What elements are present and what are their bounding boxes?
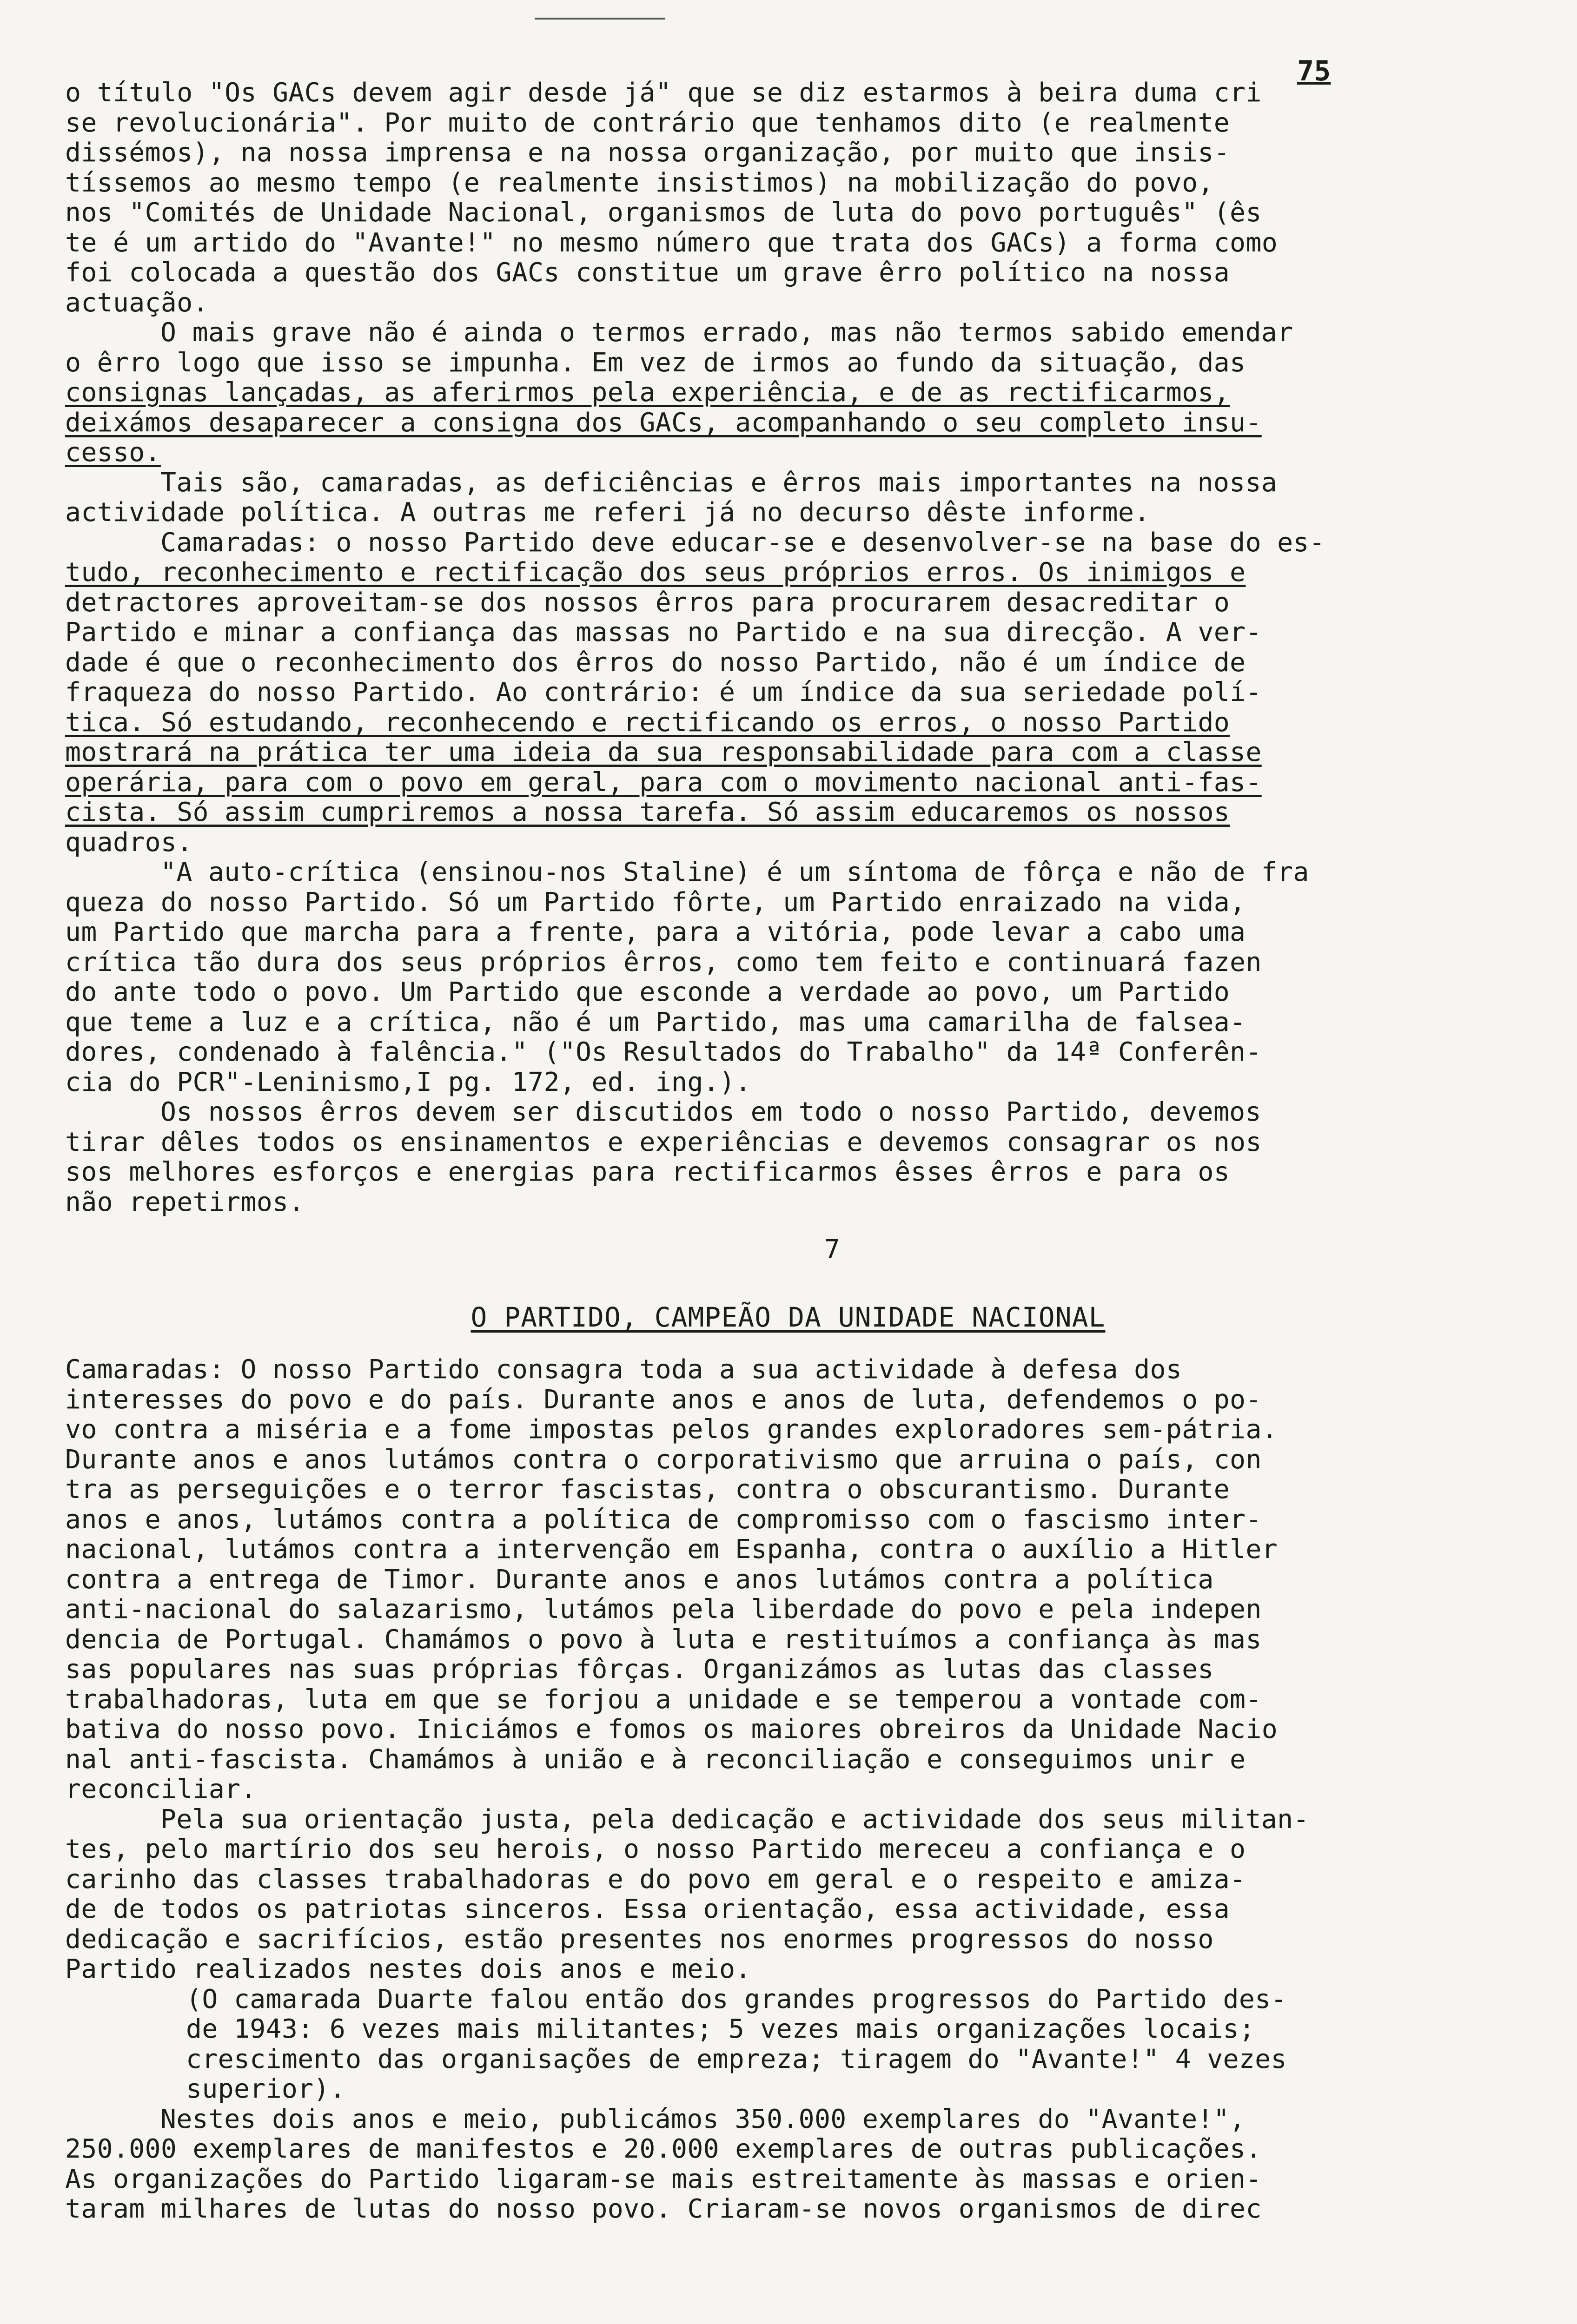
- text-line-underlined: tudo, reconhecimento e rectificação dos seus próprios erros. Os inimigos e: [65, 557, 1246, 588]
- text-line: anos e anos, lutámos contra a política de compromisso com o fascismo inter-: [65, 1504, 1262, 1535]
- text-line: tra as perseguições e o terror fascistas, contra o obscurantismo. Durante: [65, 1474, 1230, 1505]
- text-line: actuação.: [65, 287, 209, 318]
- text-line-underlined: cesso.: [65, 437, 161, 468]
- text-line: Partido realizados nestes dois anos e meio.: [65, 1954, 751, 1984]
- text-line: detractores aproveitam-se dos nossos êrros para procurarem desacreditar o: [65, 587, 1230, 618]
- paragraph: [65, 1097, 1511, 1217]
- text-line: tirar dêles todos os ensinamentos e experiências e devemos consagrar os nos: [65, 1127, 1262, 1157]
- text-line-underlined: mostrará na prática ter uma ideia da sua responsabilidade para com a classe: [65, 737, 1262, 767]
- paragraph: [65, 318, 1511, 468]
- text-line: contra a entrega de Timor. Durante anos e anos lutámos contra a política: [65, 1564, 1214, 1595]
- top-edge-mark: [535, 18, 665, 20]
- text-line: Camaradas: o nosso Partido deve educar-se e desenvolver-se na base do es-: [160, 527, 1325, 558]
- text-line: Durante anos e anos lutámos contra o corporativismo que arruina o país, con: [65, 1444, 1262, 1475]
- text-line-underlined: operária, para com o povo em geral, para com o movimento nacional anti-fas-: [65, 767, 1262, 798]
- text-line: reconciliar.: [65, 1774, 257, 1804]
- text-line: fraqueza do nosso Partido. Ao contrário: é um índice da sua seriedade polí-: [65, 677, 1262, 707]
- text-line-underlined: deixámos desaparecer a consigna dos GACs, acompanhando o seu completo insu-: [65, 407, 1262, 438]
- text-line-underlined: cista. Só assim cumpriremos a nossa tarefa. Só assim educaremos os nossos: [65, 797, 1230, 827]
- text-line: não repetirmos.: [65, 1187, 305, 1217]
- text-line: cia do PCR"-Leninismo,I pg. 172, ed. ing.).: [65, 1067, 751, 1097]
- text-line: As organizações do Partido ligaram-se mais estreitamente às massas e orien-: [65, 2164, 1262, 2194]
- text-line: que teme a luz e a crítica, não é um Partido, mas uma camarilha de falsea-: [65, 1007, 1246, 1037]
- text-line: Nestes dois anos e meio, publicámos 350.000 exemplares do "Avante!",: [160, 2104, 1246, 2134]
- text-line: nos "Comités de Unidade Nacional, organismos de luta do povo português" (ês: [65, 198, 1262, 228]
- text-line: 250.000 exemplares de manifestos e 20.000 exemplares de outras publicações.: [65, 2134, 1262, 2164]
- text-line: Partido e minar a confiança das massas no Partido e na sua direcção. A ver-: [65, 617, 1262, 647]
- text-line: taram milhares de lutas do nosso povo. Criaram-se novos organismos de direc: [65, 2194, 1262, 2224]
- text-line: anti-nacional do salazarismo, lutámos pela liberdade do povo e pela indepen: [65, 1594, 1262, 1624]
- text-line: um Partido que marcha para a frente, para a vitória, pode levar a cabo uma: [65, 917, 1246, 947]
- parenthetical-note: [65, 1985, 1511, 2105]
- text-line: dencia de Portugal. Chamámos o povo à luta e restituímos a confiança às mas: [65, 1624, 1262, 1655]
- text-line: tíssemos ao mesmo tempo (e realmente insistimos) na mobilização do povo,: [65, 167, 1214, 198]
- text-line: bativa do nosso povo. Iniciámos e fomos os maiores obreiros da Unidade Nacio: [65, 1714, 1278, 1744]
- paragraph: [65, 1805, 1511, 1985]
- text-line: actividade política. A outras me referi já no decurso dêste informe.: [65, 497, 1150, 528]
- text-line: trabalhadoras, luta em que se forjou a unidade e se temperou a vontade com-: [65, 1684, 1262, 1715]
- paragraph-continuation: [65, 78, 1511, 318]
- quotation-paragraph: [65, 858, 1511, 1097]
- text-line: quadros.: [65, 827, 193, 858]
- text-line: dissémos), na nossa imprensa e na nossa organização, por muito que insis-: [65, 138, 1230, 168]
- text-line: Pela sua orientação justa, pela dedicação e actividade dos seus militan-: [160, 1804, 1309, 1835]
- text-line: interesses do povo e do país. Durante anos e anos de luta, defendemos o po-: [65, 1384, 1262, 1415]
- text-line: de 1943: 6 vezes mais militantes; 5 vezes mais organizações locais;: [186, 2014, 1255, 2044]
- text-line: queza do nosso Partido. Só um Partido fôrte, um Partido enraizado na vida,: [65, 887, 1246, 918]
- paragraph: [65, 528, 1511, 858]
- text-line: do ante todo o povo. Um Partido que esconde a verdade ao povo, um Partido: [65, 977, 1230, 1007]
- text-line: vo contra a miséria e a fome impostas pelos grandes exploradores sem-pátria.: [65, 1414, 1278, 1445]
- paragraph: [65, 468, 1511, 528]
- text-line: de de todos os patriotas sinceros. Essa orientação, essa actividade, essa: [65, 1894, 1230, 1924]
- text-line: Camaradas: O nosso Partido consagra toda a sua actividade à defesa dos: [65, 1354, 1182, 1385]
- text-line: carinho das classes trabalhadoras e do povo em geral e o respeito e amiza-: [65, 1864, 1246, 1895]
- text-line: dedicação e sacrifícios, estão presentes nos enormes progressos do nosso: [65, 1924, 1214, 1954]
- text-line: foi colocada a questão dos GACs constitue um grave êrro político na nossa: [65, 257, 1230, 288]
- text-line: te é um artido do "Avante!" no mesmo número que trata dos GACs) a forma como: [65, 227, 1278, 258]
- text-line: o êrro logo que isso se impunha. Em vez de irmos ao fundo da situação, das: [65, 347, 1246, 378]
- text-line: nal anti-fascista. Chamámos à união e à reconciliação e conseguimos unir e: [65, 1744, 1246, 1775]
- text-line-underlined: consignas lançadas, as aferirmos pela experiência, e de as rectificarmos,: [65, 377, 1230, 408]
- text-line: dores, condenado à falência." ("Os Resultados do Trabalho" da 14ª Conferên-: [65, 1037, 1262, 1067]
- text-line: superior).: [186, 2074, 346, 2104]
- page-number: 75: [1297, 55, 1331, 87]
- text-line-underlined: tica. Só estudando, reconhecendo e rectificando os erros, o nosso Partido: [65, 707, 1230, 738]
- text-line: O mais grave não é ainda o termos errado, mas não termos sabido emendar: [160, 317, 1293, 348]
- paragraph: [65, 2105, 1511, 2225]
- text-line: Tais são, camaradas, as deficiências e êrros mais importantes na nossa: [160, 467, 1278, 498]
- text-line: sas populares nas suas próprias fôrças. Organizámos as lutas das classes: [65, 1654, 1214, 1684]
- text-line: se revolucionária". Por muito de contrário que tenhamos dito (e realmente: [65, 107, 1230, 138]
- text-line: (O camarada Duarte falou então dos grandes progressos do Partido des-: [186, 1984, 1287, 2014]
- section-number: 7: [824, 1235, 840, 1265]
- text-line: tes, pelo martírio dos seu herois, o nosso Partido mereceu a confiança e o: [65, 1834, 1246, 1864]
- document-body: [65, 78, 1511, 2225]
- paragraph: [65, 1355, 1511, 1805]
- text-line: o título "Os GACs devem agir desde já" que se diz estarmos à beira duma cri: [65, 78, 1262, 108]
- text-line: crítica tão dura dos seus próprios êrros, como tem feito e continuará fazen: [65, 947, 1262, 977]
- text-line: sos melhores esforços e energias para rectificarmos êsses êrros e para os: [65, 1157, 1230, 1187]
- text-line: crescimento das organisações de empreza; tiragem do "Avante!" 4 vezes: [186, 2044, 1287, 2074]
- text-line: nacional, lutámos contra a intervenção em Espanha, contra o auxílio a Hitler: [65, 1534, 1278, 1565]
- section-title: O PARTIDO, CAMPEÃO DA UNIDADE NACIONAL: [470, 1301, 1106, 1333]
- text-line: Os nossos êrros devem ser discutidos em todo o nosso Partido, devemos: [160, 1097, 1261, 1127]
- text-line: dade é que o reconhecimento dos êrros do nosso Partido, não é um índice de: [65, 647, 1246, 678]
- text-line: "A auto-crítica (ensinou-nos Staline) é um síntoma de fôrça e não de fra: [160, 857, 1309, 887]
